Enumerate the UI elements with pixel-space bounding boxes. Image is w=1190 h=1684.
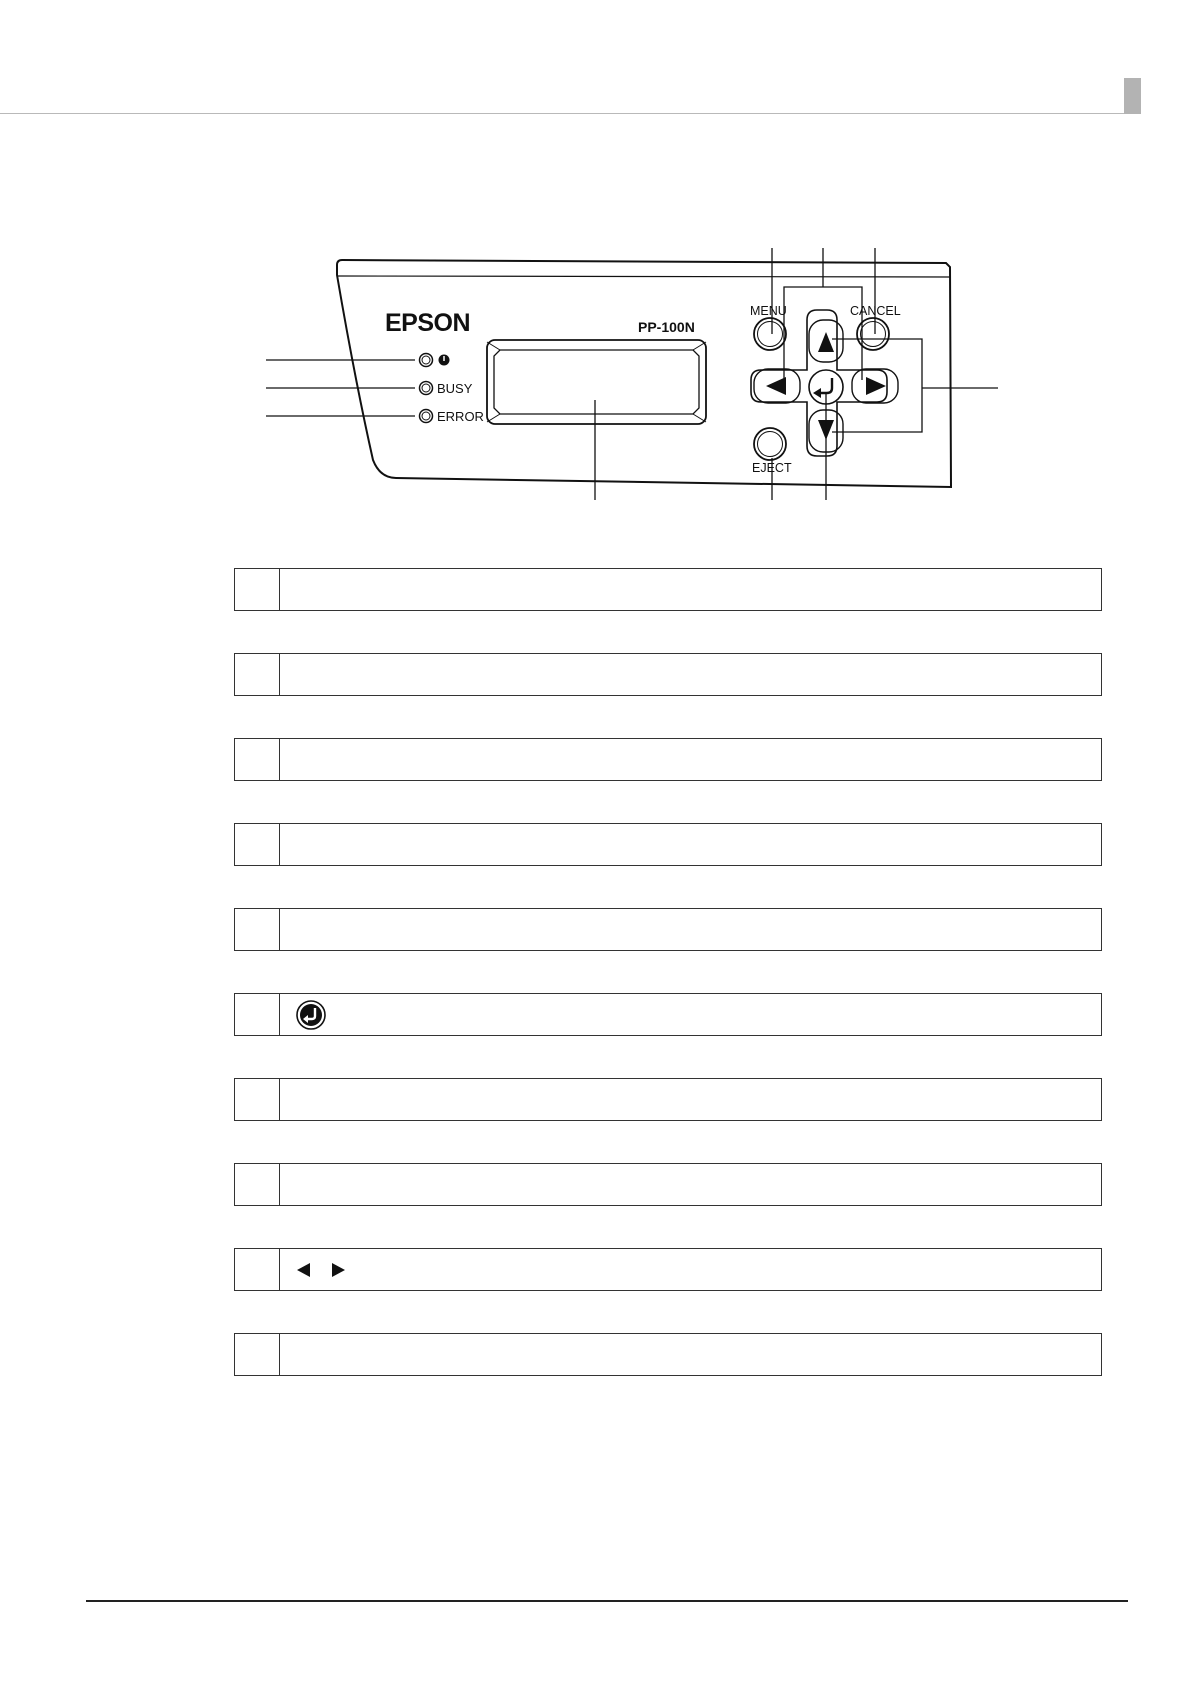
menu-label: MENU <box>750 304 787 318</box>
row-description-cell <box>281 824 1101 865</box>
row-description-cell <box>281 1164 1101 1205</box>
row-description-cell <box>281 909 1101 950</box>
row-number-cell <box>235 824 280 865</box>
panel-outline <box>337 260 951 487</box>
row-description-cell <box>281 654 1101 695</box>
right-arrow-icon <box>331 1262 347 1278</box>
row-description-cell <box>281 1079 1101 1120</box>
left-arrow-icon <box>295 1262 311 1278</box>
description-row-1 <box>234 568 1102 611</box>
right-arrow-icon <box>866 377 886 395</box>
row-number-cell <box>235 1334 280 1375</box>
cancel-label: CANCEL <box>850 304 901 318</box>
description-row-5 <box>234 908 1102 951</box>
row-number-cell <box>235 569 280 610</box>
description-row-9 <box>234 1248 1102 1291</box>
description-row-7 <box>234 1078 1102 1121</box>
panel-top-edge <box>338 276 950 277</box>
lcd-display <box>487 340 706 424</box>
row-description-cell <box>281 1249 1101 1290</box>
menu-button <box>750 304 787 350</box>
description-row-8 <box>234 1163 1102 1206</box>
power-icon <box>439 355 450 366</box>
up-arrow-icon <box>818 332 834 352</box>
description-row-2 <box>234 653 1102 696</box>
dpad <box>751 310 898 456</box>
model-name: PP-100N <box>638 319 695 335</box>
row-description-cell <box>281 739 1101 780</box>
description-row-10 <box>234 1333 1102 1376</box>
control-panel-figure <box>0 0 1190 520</box>
description-row-4 <box>234 823 1102 866</box>
error-indicator <box>420 409 484 424</box>
error-label: ERROR <box>437 409 484 424</box>
row-number-cell <box>235 654 280 695</box>
description-row-3 <box>234 738 1102 781</box>
brand-logo: EPSON <box>385 309 471 337</box>
busy-indicator <box>420 381 473 396</box>
up-button <box>809 320 843 362</box>
row-description-cell <box>281 1334 1101 1375</box>
busy-label: BUSY <box>437 381 473 396</box>
row-number-cell <box>235 739 280 780</box>
description-row-6 <box>234 993 1102 1036</box>
left-arrow-icon <box>766 377 786 395</box>
footer-rule <box>86 1600 1128 1602</box>
enter-icon <box>295 999 327 1031</box>
callout-lines <box>266 248 998 500</box>
row-number-cell <box>235 1164 280 1205</box>
row-number-cell <box>235 909 280 950</box>
left-button <box>754 369 800 403</box>
row-description-cell <box>281 569 1101 610</box>
row-number-cell <box>235 994 280 1035</box>
row-description-cell <box>281 994 1101 1035</box>
row-number-cell <box>235 1249 280 1290</box>
right-button <box>852 369 898 403</box>
row-number-cell <box>235 1079 280 1120</box>
eject-label: EJECT <box>752 461 792 475</box>
power-indicator <box>420 354 450 367</box>
